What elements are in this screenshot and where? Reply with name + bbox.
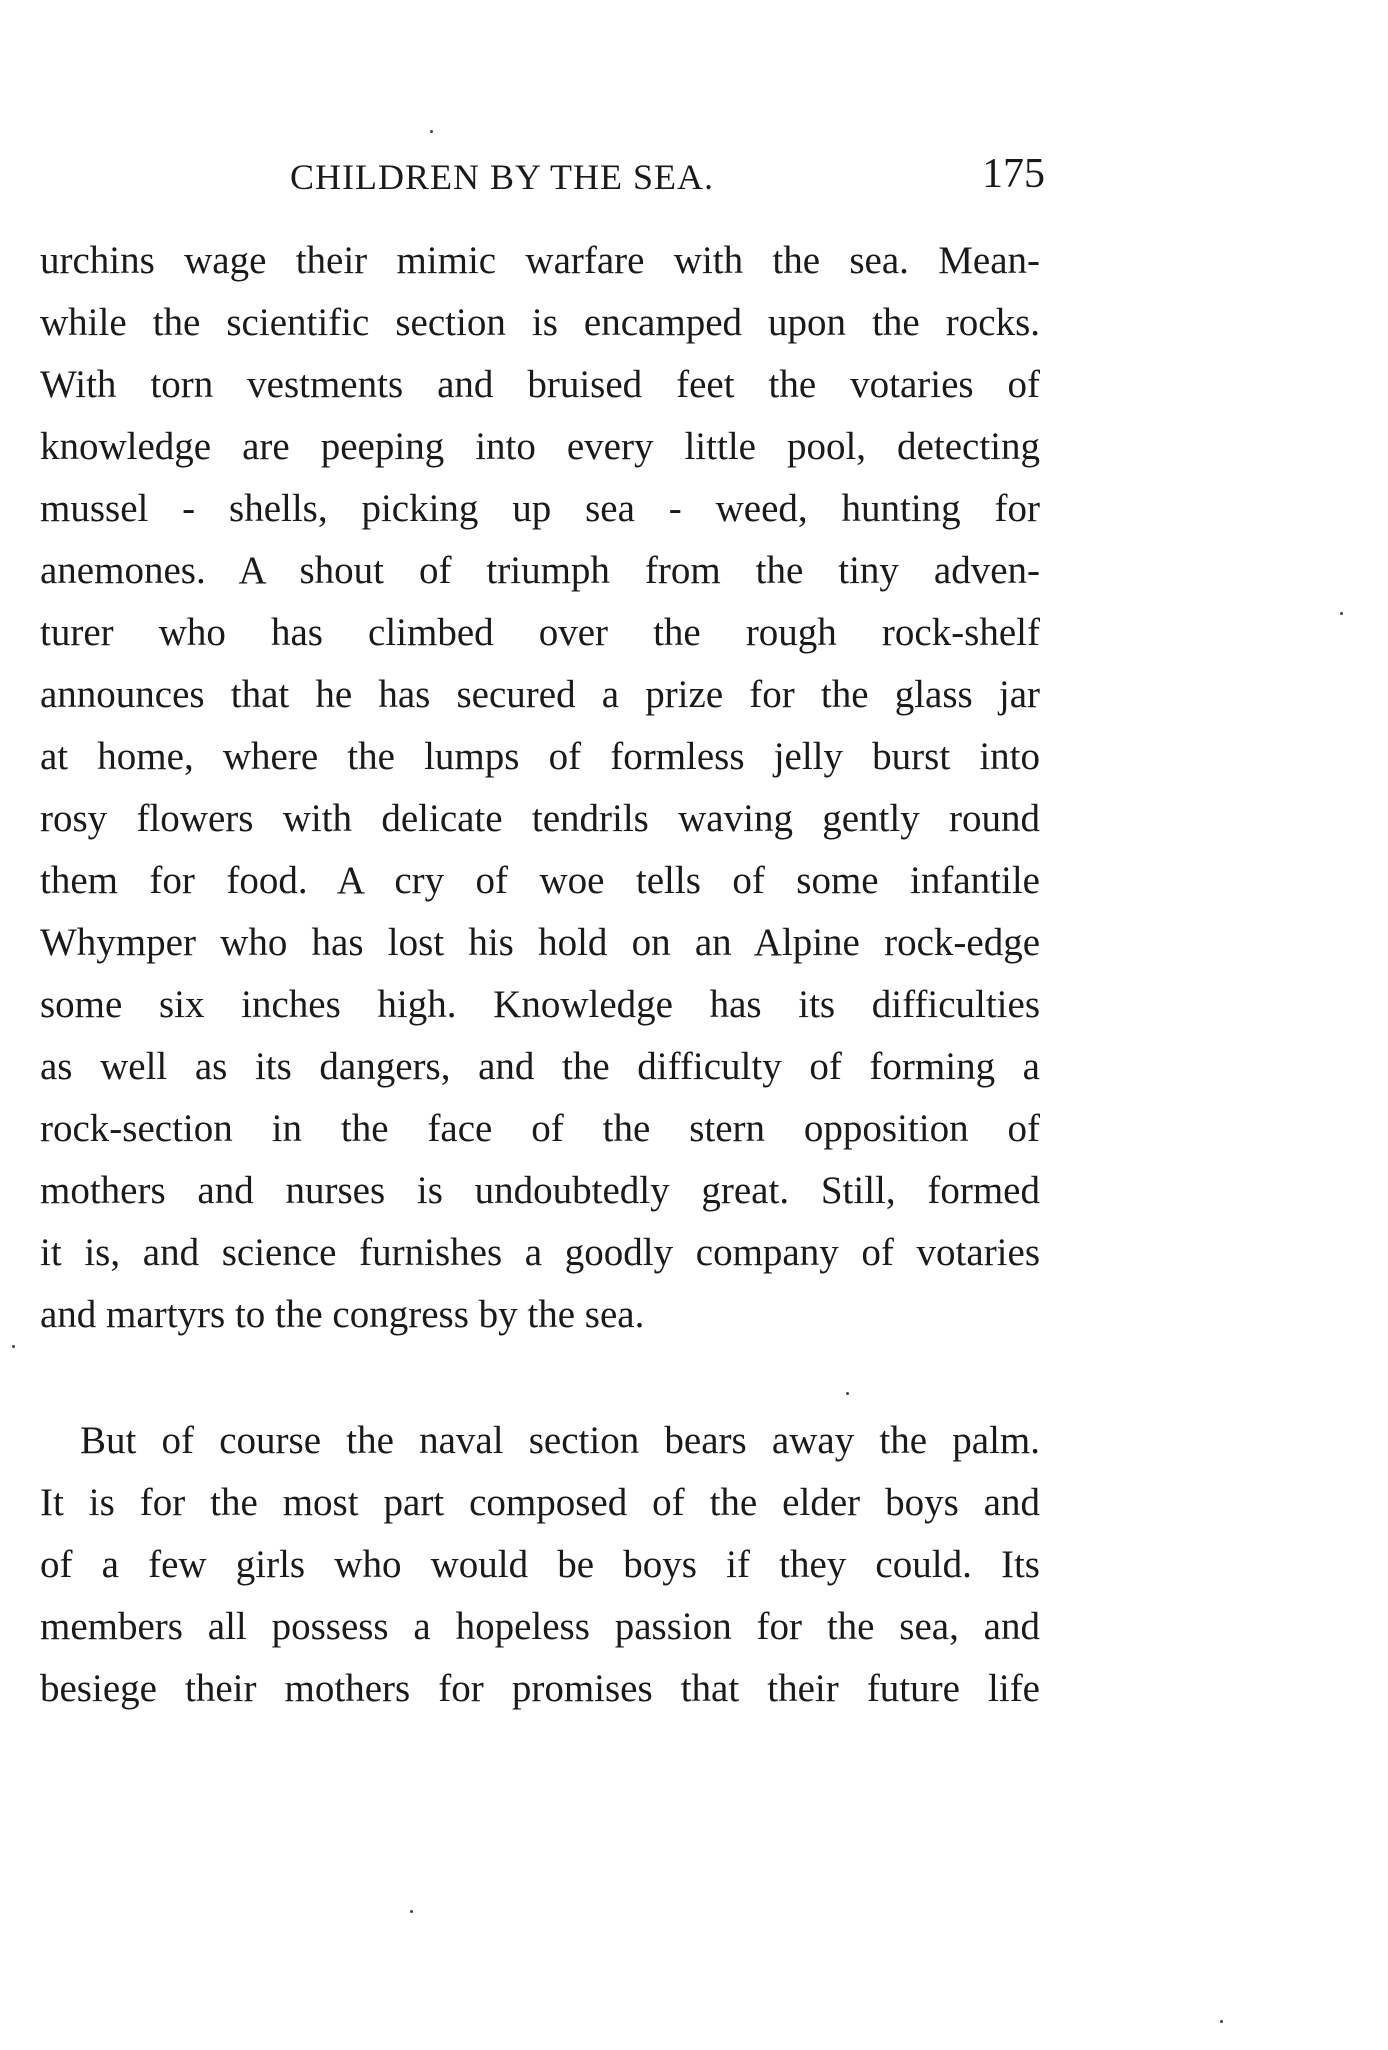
text-line: Whymper who has lost his hold on an Alpine rock-edge — [40, 921, 1040, 964]
text-line: of a few girls who would be boys if they could. Its — [40, 1543, 1040, 1586]
text-line: mothers and nurses is undoubtedly great. Still, formed — [40, 1169, 1040, 1212]
text-line: it is, and science furnishes a goodly company of votaries — [40, 1231, 1040, 1274]
text-line: announces that he has secured a prize for the glass jar — [40, 673, 1040, 716]
running-title: CHILDREN BY THE SEA. — [290, 157, 714, 197]
paragraph-2 — [40, 1410, 1040, 1720]
text-line: mussel - shells, picking up sea - weed, hunting for — [40, 487, 1040, 530]
text-line: members all possess a hopeless passion for the sea, and — [40, 1605, 1040, 1648]
text-line: them for food. A cry of woe tells of some infantile — [40, 859, 1040, 902]
scan-speck — [430, 130, 433, 133]
text-line: turer who has climbed over the rough rock-shelf — [40, 611, 1040, 654]
text-line: some six inches high. Knowledge has its difficulties — [40, 983, 1040, 1026]
text-line: rock-section in the face of the stern opposition of — [40, 1107, 1040, 1150]
text-line: urchins wage their mimic warfare with the sea. Mean- — [40, 239, 1040, 282]
text-line: With torn vestments and bruised feet the votaries of — [40, 363, 1040, 406]
scan-speck — [1340, 612, 1343, 615]
text-line: knowledge are peeping into every little pool, detecting — [40, 425, 1040, 468]
scan-speck — [846, 1392, 849, 1395]
text-line: and martyrs to the congress by the sea. — [40, 1293, 645, 1336]
text-line: rosy flowers with delicate tendrils waving gently round — [40, 797, 1040, 840]
text-line: It is for the most part composed of the elder boys and — [40, 1481, 1040, 1524]
text-line: as well as its dangers, and the difficulty of forming a — [40, 1045, 1040, 1088]
page-number: 175 — [982, 151, 1045, 197]
running-head — [40, 150, 1045, 210]
scan-speck — [12, 1345, 15, 1348]
scan-speck — [1220, 2020, 1223, 2023]
text-line: But of course the naval section bears away the palm. — [80, 1419, 1040, 1462]
text-line: anemones. A shout of triumph from the tiny adven- — [40, 549, 1040, 592]
text-line: at home, where the lumps of formless jelly burst into — [40, 735, 1040, 778]
scan-speck — [410, 1910, 413, 1913]
text-line: besiege their mothers for promises that their future life — [40, 1667, 1040, 1710]
text-line: while the scientific section is encamped upon the rocks. — [40, 301, 1040, 344]
paragraph-1 — [40, 230, 1040, 1346]
